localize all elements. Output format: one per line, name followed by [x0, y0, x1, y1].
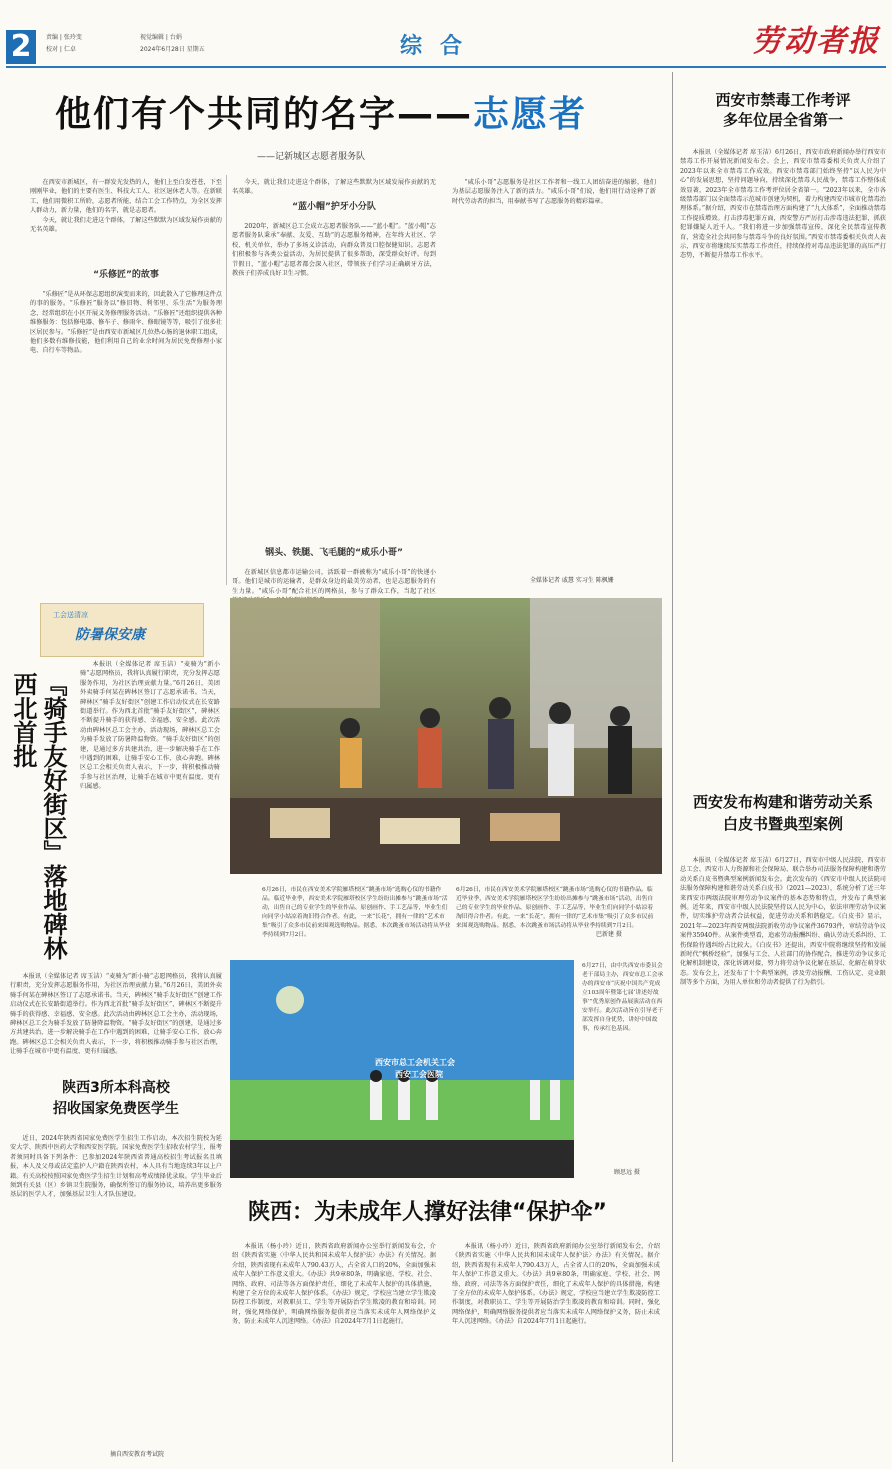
right-bottom-text: 本报讯（全媒体记者 席玉洁）6月27日，西安市中级人民法院、西安市总工会、西安市人力资源和社会保障局、联合举办司法服务保障构建和谐劳动关系白皮书暨典型案例新闻发布会。此次发布的《西安市中级人民法院司法服务保障构建和谐劳动关系白皮书》（2021—2023），系统分析了近三年来西安市两级法院审理劳动争议案件的基本态势和特点，并发布了典型案例。近年来，西安市中级人民法院坚持以人民为中心，依法审理劳动争议案件，切实维护劳动者合法权益，促进劳动关系和谐稳定。《白皮书》显示，2021年—2023年西安两级法院新收劳动争议案件36793件，审结劳动争议案件35940件。从案件类型看，追索劳动报酬纠纷、确认劳动关系纠纷、工伤保险待遇纠纷占比较大。《白皮书》还提出，西安中院将继续坚持和发展新时代“枫桥经验”，加强与工会、人社部门的协作配合，推进劳动争议多元化解机制建设，深化诉调对接，努力将劳动争议化解在基层、化解在萌芽状态。发布会上，还发布了十个典型案例，涉及劳动报酬、工伤认定、竞业限制等多个方面，为用人单位和劳动者提供了行为指引。	[680, 857, 886, 987]
vertical-headline-a: 『骑手友好街区』落地碑林	[39, 672, 67, 960]
lead-intro-p1: 在西安市新城区，有一群发光发热的人，他们上至白发苍苍，下至刚刚毕业，他们的主要有医生、科技大工人、社区退休老人等。在新联工，他们用微积工所聆，志愿者所能，结合工会工作特点，为全区发挥人群动力，新力量，他们的名字，就是志愿者。	[30, 179, 222, 215]
col3-body	[452, 178, 656, 576]
proof-line: 校对 | 仁卓	[46, 46, 76, 53]
vertical-story-body	[80, 660, 220, 970]
photo-second-caption: 6月27日，由中共西安市委员会老干部局主办，西安市总工会承办的西安市“庆祝中国共产党成立103周年暨第七届‘讲述好故事’”优秀原创作品展演活动在西安举行。此次活动旨在引导老干部发挥自身优势，讲好中国故事，传承红色基因。	[582, 963, 664, 1032]
badge-line-b: 防暑保安康	[75, 627, 145, 643]
stage-illustration	[230, 960, 574, 1178]
sec3-cont-text: “咸乐小哥”志愿服务是社区工作者和一线工人团结奋进的缩影，他们为基层志愿服务注入了新的活力。“咸乐小哥”们说，他们用行动诠释了新时代劳动者的担当，用奉献书写了志愿服务的精彩篇章。	[452, 179, 656, 205]
left-bottom-title-1: 陕西3所本科高校	[62, 1080, 170, 1096]
right-top-title-1: 西安市禁毒工作考评	[715, 91, 851, 109]
sec1-text: “乐修匠”是从环保志愿组织演变而来的，因此散入了它修理这件点的事的服务。“乐修匠”服务以“修旧物、利邻里、乐生活”为服务理念，经常组织在小区开展义务修理服务活动。“乐修匠”还组织提供各种维修服务：包括修电器、修车子、修雨伞、修眼镜等等，吸引了很多社区居民参与。“乐修匠”是由西安市新城区几位热心肠的退休职工组成，他们多数有维修技能，他们利用自己的业余时间为居民免费修理小家电、自行车等物品。	[30, 291, 222, 355]
right-column-divider	[672, 72, 673, 1462]
masthead-logo: 劳动者报	[752, 24, 880, 59]
right-top-body	[680, 148, 886, 746]
photo-second-credit: 顾思远 摄	[614, 1169, 640, 1176]
sec1-body	[30, 290, 222, 588]
left-bottom-text: 近日，2024年陕西省国家免费医学生招生工作启动，本次招生院校为延安大学、陕西中医药大学和西安医学院。国家免费医学生招收农村学生，报考者须同时具备下列条件：已参加2024年陕西省普通高校招生考试报名且填报，本人及父母或法定监护人户籍在陕西农村，本人具有当地连续3年以上户籍。有关高校按照国家免费医学生招生计划和高考成绩择优录取。学生毕业后须到有关县（区）乡镇卫生院服务，确保所签订的服务协议，培养出更多服务基层的医学人才，加强基层卫生人才队伍建设。	[10, 1135, 222, 1199]
photo-main-credit: 巴新建 摄	[596, 931, 622, 938]
page-number: 2	[6, 30, 36, 64]
lead-intro	[30, 178, 222, 260]
header-rule	[6, 66, 886, 68]
right-bottom-body	[680, 856, 886, 1462]
flea-market-illustration	[230, 598, 662, 874]
sec3-title: 钢头、铁腿、飞毛腿的“咸乐小哥”	[265, 548, 403, 558]
sec3-text: 在新城区信息都市运输公司，活跃着一群被称为“咸乐小哥”的快递小哥。他们是城市的运输者，是群众身边的最美劳动者，也是志愿服务的有生力量。“咸乐小哥”配合社区的网格员，参与了群众工作，当起了社区	[232, 569, 436, 595]
sec3-body	[232, 568, 436, 595]
lead-subhead: ——记新城区志愿者服务队	[257, 152, 366, 162]
sec2-text: 2020年，新城区总工会成立志愿者服务队——“蓝小帽”。“蓝小帽”志愿者服务队秉承“奉献、友爱、互助”的志愿服务精神，在年终大社区、学校、机关单位，举办了多场义诊活动，向群众普及口腔保健知识。志愿者们积极参与各类公益活动，为居民提供了很多帮助，深受群众好评。每到节假日，“蓝小帽”志愿者都会深入社区，带领孩子们学习正确刷牙方法，教孩子们养成良好卫生习惯。	[232, 223, 436, 278]
sec2-title: “蓝小帽”护牙小分队	[292, 202, 376, 212]
column-divider	[226, 175, 227, 585]
bottom-text-b: 本报讯（杨小玲）近日，陕西省政府新闻办公室举行新闻发布会，介绍《陕西省实施〈中华人民共和国未成年人保护法〉办法》有关情况。据介绍，陕西省现有未成年人790.43万人，占全省人口的20%，全面加强未成年人保护工作意义重大。《办法》共9章80条，明确家庭、学校、社会、网络、政府、司法等各方面保护责任，细化了未成年人保护的具体措施，构建了全方位的未成年人保护体系。《办法》规定，学校应当建立学生欺凌防控工作制度，对教职员工、学生等开展防治学生欺凌的教育和培训。同时，强化网络保护，明确网络服务提供者应当落实未成年人网络保护义务，防止未成年人沉迷网络。《办法》自2024年7月1日起施行。	[452, 1243, 660, 1326]
col2-lead-text: 今天，就让我们走进这个群体，了解这些默默为区域发展作贡献的无名英雄。	[232, 179, 436, 196]
right-bottom-title-1: 西安发布构建和谐劳动关系	[692, 793, 873, 811]
bottom-body-a	[232, 1242, 436, 1460]
photo-main-caption-a: 6月26日，市民在西安美术学院雁塔校区“跳蚤市场”选购心仪的书籍作品。临近毕业季，西安美术学院雁塔校区学生纷纷出摊参与“跳蚤市场”活动，出售自己的专业学生的毕业作品、原创画作、手工艺品等，毕业生们向同学小姑凉着淘旧得合作者。有此，一来“长花”，拥有一律的“艺术市集”吸引了众多市民前来围观选购物品。据悉，本次跳蚤市场活动将从毕业季持续到7月2日。	[262, 887, 451, 938]
sec2-body	[232, 222, 436, 540]
lead-intro-p2: 今天，就让我们走进这个群体，了解这些默默为区域发展作贡献的无名英雄。	[30, 216, 222, 234]
stage-banner-a: 西安市总工会机关工会	[375, 1058, 455, 1067]
designer-line: 视觉编辑 | 台娟	[140, 34, 182, 41]
bottom-text-a: 本报讯（杨小玲）近日，陕西省政府新闻办公室举行新闻发布会，介绍《陕西省实施〈中华人民共和国未成年人保护法〉办法》有关情况。据介绍，陕西省现有未成年人790.43万人，占全省人口的20%，全面加强未成年人保护工作意义重大。《办法》共9章80条，明确家庭、学校、社会、网络、政府、司法等各方面保护责任，细化了未成年人保护的具体措施，构建了全方位的未成年人保护体系。《办法》规定，学校应当建立学生欺凌防控工作制度，对教职员工、学生等开展防治学生欺凌的教育和培训。同时，强化网络保护，明确网络服务提供者应当落实未成年人网络保护义务，防止未成年人沉迷网络。《办法》自2024年7月1日起施行。	[232, 1243, 436, 1326]
lead-byline: 全媒体记者 戚慧 实习生 陈枫姗	[530, 577, 614, 584]
editor-line: 责编 | 张玲变	[46, 34, 82, 41]
vertical-story-text: 本报讯（全媒体记者 席玉洁）“麦骑为”新小骑“志愿网格员，我将认真履行职责，充分发挥志愿服务作用，为社区治理贡献力量。”6月26日，美团外卖骑手何某在碑林区签订了志愿承诺书。当天，碑林区“骑手友好街区”创建工作启动仪式在长安路街道举行。作为西北首批“骑手友好街区”，碑林区不断提升骑手的获得感、幸福感、安全感。此次活动由碑林区总工会主办，活动现场，碑林区总工会为骑手发放了防暑降温物资。“骑手友好街区”的创建，是通过多方共建共治，进一步解决骑手在工作中遇到的困难，让骑手安心工作、放心奔跑。碑林区总工会相关负责人表示，下一步，将积极推动骑手参与社区治理，让骑手在城市中更有温度、更有归属感。	[80, 661, 220, 791]
right-top-text: 本报讯（全媒体记者 席玉洁）6月26日，西安市政府新闻办举行西安市禁毒工作开展情况新闻发布会。会上，西安市禁毒委相关负责人介绍了2023年以来全市禁毒工作成效。西安市禁毒部门始终坚持“以人民为中心”的发展思想，坚持问题导向，持续深化禁毒人民战争，禁毒工作整体成效显著，2023年全市禁毒工作考评位居全省第一。“2023年以来，全市各级禁毒部门以全面禁毒示范城市创建为契机，着力构建西安市城市化禁毒治理体系。”据介绍，西安市在禁毒治理方面构建了“九大体系”，全面推动禁毒工作提质增效。打击涉毒犯罪方面，西安警方严厉打击涉毒违法犯罪，抓获犯罪嫌疑人近千人。“我们将进一步加强禁毒宣传，深化全民禁毒宣传教育，营造全社会共同参与禁毒斗争的良好氛围。”西安市禁毒委相关负责人表示，西安市将继续压实禁毒工作责任，持续保持对毒品违法犯罪的高压严打态势，不断提升禁毒工作水平。	[680, 149, 886, 260]
stage-banner-b: 西安工会医院	[395, 1070, 443, 1079]
flea-market-photo	[230, 598, 662, 874]
lead-headline	[55, 92, 587, 138]
left-bottom-footer: 摘自西安教育考试院	[110, 1451, 165, 1458]
date-line: 2024年6月28日 星期五	[140, 46, 205, 53]
bottom-body-b	[452, 1242, 660, 1460]
left-bottom-body	[10, 1134, 222, 1444]
cool-summer-badge	[40, 603, 204, 657]
photo-main-caption-b: 6月26日，市民在西安美术学院雁塔校区“跳蚤市场”选购心仪的书籍作品。临近毕业季，西安美术学院雁塔校区学生纷纷出摊参与“跳蚤市场”活动，出售自己的专业学生的毕业作品、原创画作、手工艺品等，毕业生们向同学小姑凉着淘旧得合作者。有此，一来“长花”，拥有一律的“艺术市集”吸引了众多市民前来围观选购物品。据悉，本次跳蚤市场活动将从毕业季持续到7月2日。	[456, 887, 654, 929]
bottom-headline: 陕西：为未成年人撑好法律“保护伞”	[248, 1200, 607, 1225]
headline-part-b: 志愿者	[473, 94, 588, 135]
stage-performance-photo	[230, 960, 574, 1178]
vertical-headline-b: 西北首批	[9, 672, 37, 768]
vertical-story-cont-text: 本报讯（全媒体记者 席玉洁）“麦骑为”新小骑“志愿网格员，我将认真履行职责，充分发挥志愿服务作用，为社区治理贡献力量。”6月26日，美团外卖骑手何某在碑林区签订了志愿承诺书。当天，碑林区“骑手友好街区”创建工作启动仪式在长安路街道举行。作为西北首批“骑手友好街区”，碑林区不断提升骑手的获得感、幸福感、安全感。此次活动由碑林区总工会主办，活动现场，碑林区总工会为骑手发放了防暑降温物资。“骑手友好街区”的创建，是通过多方共建共治，进一步解决骑手在工作中遇到的困难，让骑手安心工作、放心奔跑。碑林区总工会相关负责人表示，下一步，将积极推动骑手参与社区治理，让骑手在城市中更有温度、更有归属感。	[10, 973, 222, 1056]
vertical-story-body-cont	[10, 972, 222, 1056]
headline-part-a: 他们有个共同的名字——	[55, 94, 474, 135]
right-top-title-2: 多年位居全省第一	[722, 111, 843, 129]
badge-line-a: 工会送清凉	[53, 611, 88, 619]
section-title: 综合	[400, 33, 481, 59]
left-bottom-title-2: 招收国家免费医学生	[53, 1101, 179, 1117]
col2-top	[232, 178, 436, 198]
right-bottom-title-2: 白皮书暨典型案例	[722, 815, 843, 833]
sec1-title: “乐修匠”的故事	[93, 270, 159, 280]
